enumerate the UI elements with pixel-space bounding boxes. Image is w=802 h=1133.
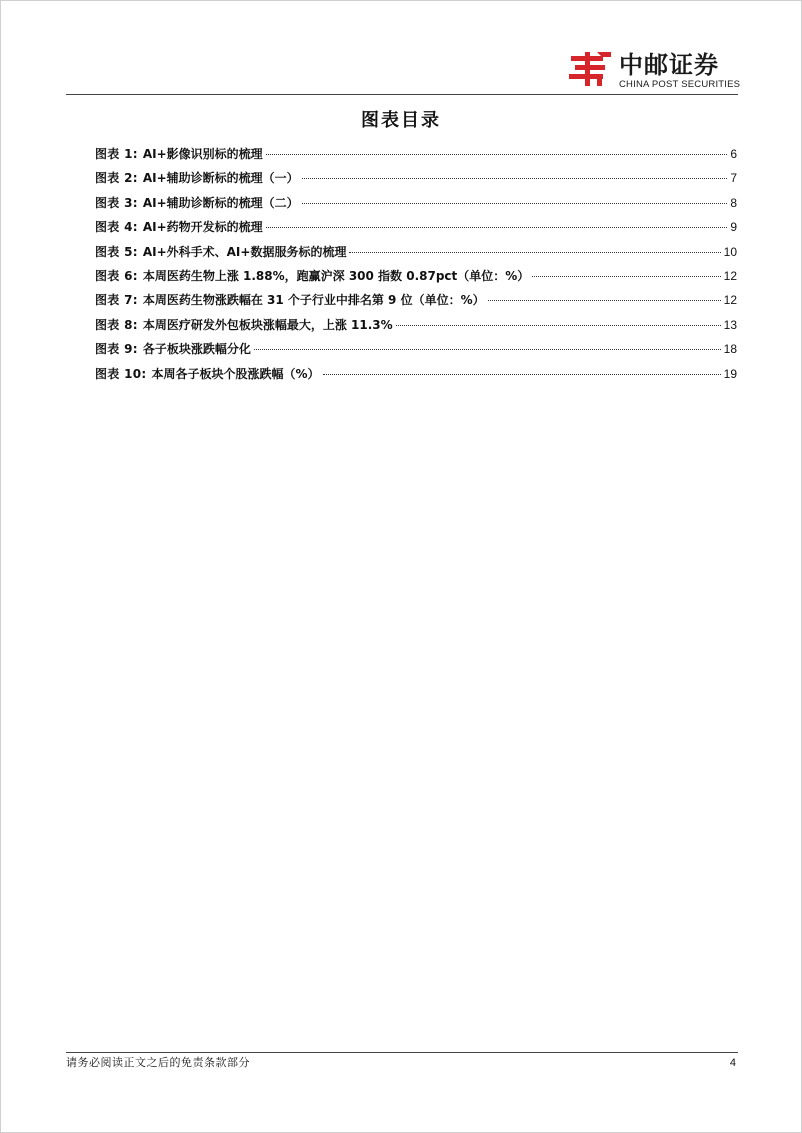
footer-disclaimer: 请务必阅读正文之后的免责条款部分 <box>66 1056 250 1069</box>
toc-entry-page[interactable]: 18 <box>723 342 737 357</box>
toc-dot-leader <box>532 276 720 277</box>
toc-entry-page[interactable]: 19 <box>723 366 737 381</box>
toc-dot-leader <box>254 349 721 350</box>
toc-entry[interactable] <box>95 365 737 389</box>
toc-entry-text[interactable]: 本周各子板块个股涨跌幅（%） <box>151 366 320 381</box>
logo-english-name: CHINA POST SECURITIES <box>619 79 741 90</box>
toc-entry-text[interactable]: 本周医药生物涨跌幅在 31 个子行业中排名第 9 位（单位：%） <box>142 293 485 308</box>
toc-entry-text[interactable]: AI+辅助诊断标的梳理（二） <box>142 195 299 210</box>
toc-dot-leader <box>266 227 728 228</box>
toc-entry-text[interactable]: AI+辅助诊断标的梳理（一） <box>142 171 299 186</box>
toc-entry-page[interactable]: 7 <box>730 171 737 186</box>
toc-entry-page[interactable]: 10 <box>723 244 737 259</box>
toc-dot-leader <box>266 154 728 155</box>
toc-dot-leader <box>396 325 721 326</box>
toc-dot-leader <box>302 203 728 204</box>
toc-entry-text[interactable]: AI+药物开发标的梳理 <box>142 220 263 235</box>
toc-entry-page[interactable]: 6 <box>730 147 737 161</box>
china-post-logo-icon <box>567 50 613 88</box>
toc-entry[interactable] <box>95 291 737 315</box>
toc-dot-leader <box>302 178 728 179</box>
toc-entry-label: 图表 4: <box>95 220 138 235</box>
toc-entry-page[interactable]: 12 <box>723 268 737 283</box>
toc-entry[interactable] <box>95 218 737 242</box>
toc-entry[interactable] <box>95 267 737 291</box>
company-logo <box>567 50 742 92</box>
toc-entry-label: 图表 9: <box>95 342 138 357</box>
toc-entry-label: 图表 2: <box>95 171 138 186</box>
toc-entry-page[interactable]: 9 <box>730 220 737 235</box>
toc-dot-leader <box>488 300 721 301</box>
toc-entry-label: 图表 1: <box>95 147 138 161</box>
header-divider <box>66 94 738 95</box>
toc-title: 图表目录 <box>361 110 441 131</box>
toc-entry[interactable] <box>95 145 737 169</box>
toc-dot-leader <box>349 252 720 253</box>
logo-chinese-name: 中邮证券 <box>619 51 719 79</box>
footer-divider <box>66 1052 738 1053</box>
toc-entry-page[interactable]: 12 <box>723 293 737 308</box>
toc-entry-text[interactable]: AI+外科手术、AI+数据服务标的梳理 <box>142 244 347 259</box>
toc-entry-text[interactable]: AI+影像识别标的梳理 <box>142 147 263 161</box>
toc-list <box>95 145 737 389</box>
toc-entry-text[interactable]: 本周医药生物上涨 1.88%，跑赢沪深 300 指数 0.87pct（单位：%） <box>142 268 530 283</box>
footer-page-number: 4 <box>729 1057 736 1069</box>
toc-entry-page[interactable]: 13 <box>723 317 737 332</box>
toc-entry-label: 图表 3: <box>95 195 138 210</box>
toc-entry-label: 图表 5: <box>95 244 138 259</box>
toc-entry[interactable] <box>95 340 737 364</box>
toc-entry-page[interactable]: 8 <box>730 195 737 210</box>
toc-entry[interactable] <box>95 316 737 340</box>
toc-entry[interactable] <box>95 169 737 193</box>
toc-entry-text[interactable]: 各子板块涨跌幅分化 <box>142 342 251 357</box>
toc-dot-leader <box>323 374 721 375</box>
toc-entry-label: 图表 6: <box>95 268 138 283</box>
toc-entry-label: 图表 8: <box>95 317 138 332</box>
toc-entry-label: 图表 7: <box>95 293 138 308</box>
toc-entry-text[interactable]: 本周医疗研发外包板块涨幅最大，上涨 11.3% <box>142 317 393 332</box>
toc-entry[interactable] <box>95 194 737 218</box>
toc-entry[interactable] <box>95 243 737 267</box>
toc-entry-label: 图表 10: <box>95 366 147 381</box>
